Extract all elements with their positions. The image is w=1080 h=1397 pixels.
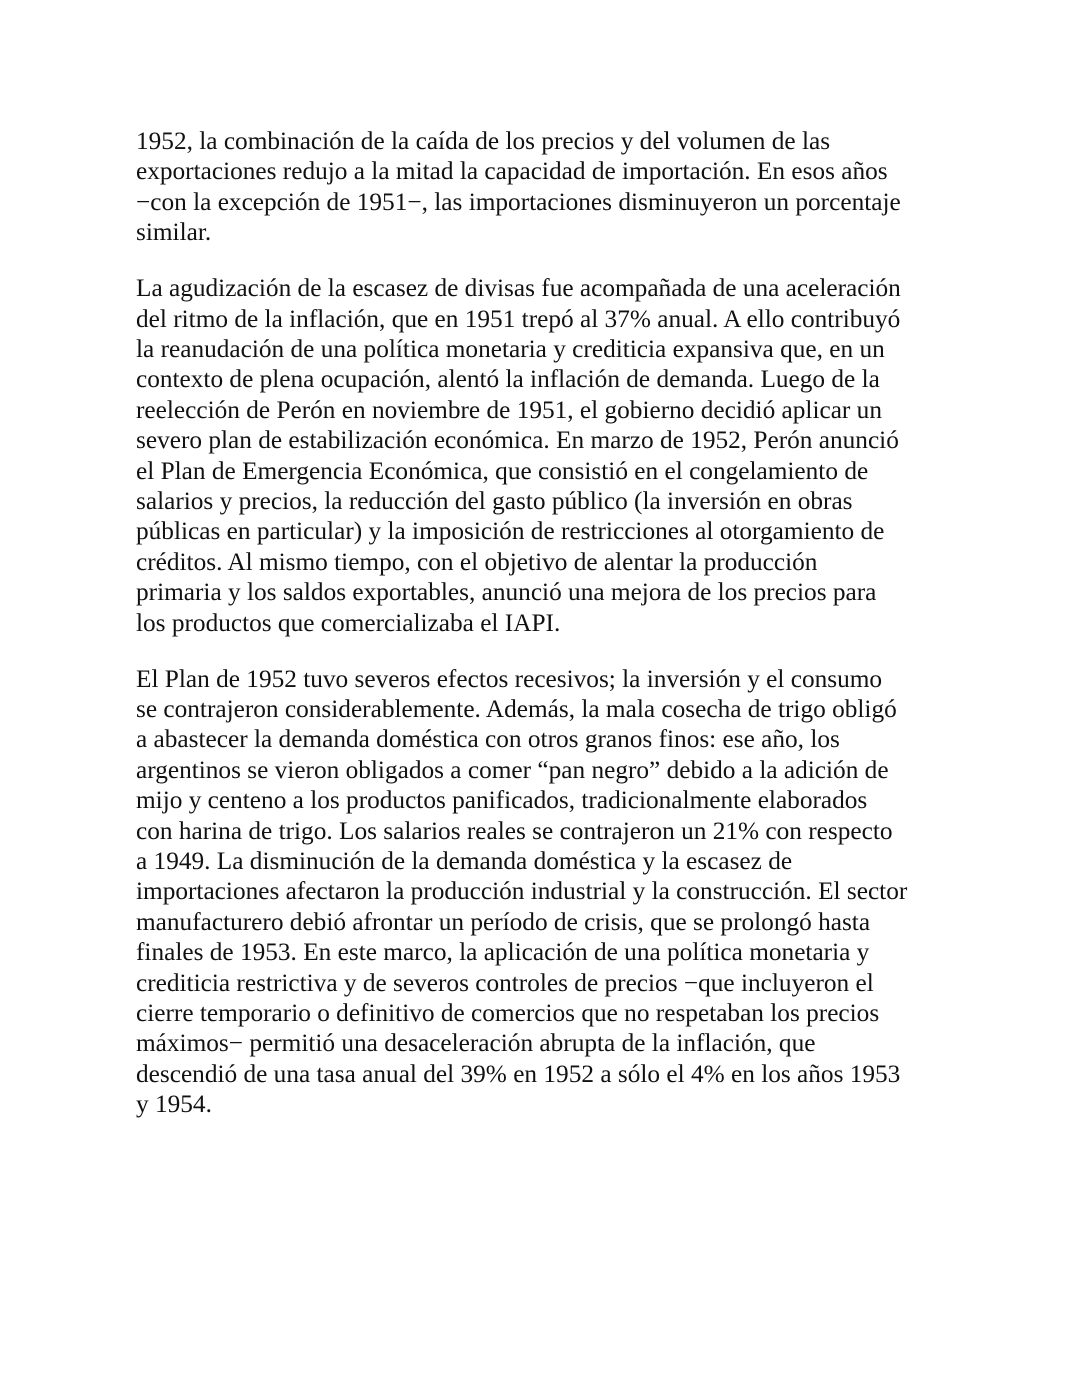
- text-line: severo plan de estabilización económica. En marzo de 1952, Perón anunció: [136, 426, 899, 455]
- text-line: el Plan de Emergencia Económica, que consistió en el congelamiento de: [136, 456, 869, 485]
- text-line: se contrajeron considerablemente. Además, la mala cosecha de trigo obligó: [136, 694, 897, 723]
- text-line: y 1954.: [136, 1090, 212, 1119]
- text-line: salarios y precios, la reducción del gasto público (la inversión en obras: [136, 486, 853, 515]
- paragraph-2: [136, 273, 948, 638]
- text-line: mijo y centeno a los productos panificados, tradicionalmente elaborados: [136, 786, 868, 815]
- text-line: descendió de una tasa anual del 39% en 1952 a sólo el 4% en los años 1953: [136, 1059, 901, 1088]
- text-line: máximos− permitió una desaceleración abrupta de la inflación, que: [136, 1029, 816, 1058]
- paragraph-3: [136, 664, 948, 1120]
- text-line: a abastecer la demanda doméstica con otros granos finos: ese año, los: [136, 725, 840, 754]
- document-body: [136, 126, 948, 1120]
- text-line: cierre temporario o definitivo de comercios que no respetaban los precios: [136, 998, 880, 1027]
- text-line: del ritmo de la inflación, que en 1951 trepó al 37% anual. A ello contribuyó: [136, 304, 901, 333]
- text-line: crediticia restrictiva y de severos controles de precios −que incluyeron el: [136, 968, 874, 997]
- text-line: créditos. Al mismo tiempo, con el objetivo de alentar la producción: [136, 547, 818, 576]
- text-line: públicas en particular) y la imposición de restricciones al otorgamiento de: [136, 517, 885, 546]
- text-line: El Plan de 1952 tuvo severos efectos recesivos; la inversión y el consumo: [136, 664, 883, 693]
- text-line: manufacturero debió afrontar un período de crisis, que se prolongó hasta: [136, 907, 871, 936]
- text-line: finales de 1953. En este marco, la aplicación de una política monetaria y: [136, 938, 870, 967]
- text-line: la reanudación de una política monetaria y crediticia expansiva que, en un: [136, 334, 885, 363]
- paragraph-1: [136, 126, 948, 248]
- text-line: con harina de trigo. Los salarios reales se contrajeron un 21% con respecto: [136, 816, 893, 845]
- text-line: exportaciones redujo a la mitad la capacidad de importación. En esos años: [136, 157, 888, 186]
- text-line: contexto de plena ocupación, alentó la inflación de demanda. Luego de la: [136, 365, 880, 394]
- text-line: primaria y los saldos exportables, anunció una mejora de los precios para: [136, 578, 877, 607]
- text-line: reelección de Perón en noviembre de 1951, el gobierno decidió aplicar un: [136, 395, 882, 424]
- text-line: 1952, la combinación de la caída de los precios y del volumen de las: [136, 127, 831, 155]
- text-line: argentinos se vieron obligados a comer “pan negro” debido a la adición de: [136, 755, 889, 784]
- text-line: los productos que comercializaba el IAPI.: [136, 608, 561, 637]
- text-line: importaciones afectaron la producción industrial y la construcción. El sector: [136, 877, 908, 906]
- text-line: La agudización de la escasez de divisas fue acompañada de una aceleración: [136, 274, 901, 303]
- text-line: similar.: [136, 218, 212, 247]
- text-line: a 1949. La disminución de la demanda doméstica y la escasez de: [136, 846, 793, 875]
- text-line: −con la excepción de 1951−, las importaciones disminuyeron un porcentaje: [136, 187, 901, 216]
